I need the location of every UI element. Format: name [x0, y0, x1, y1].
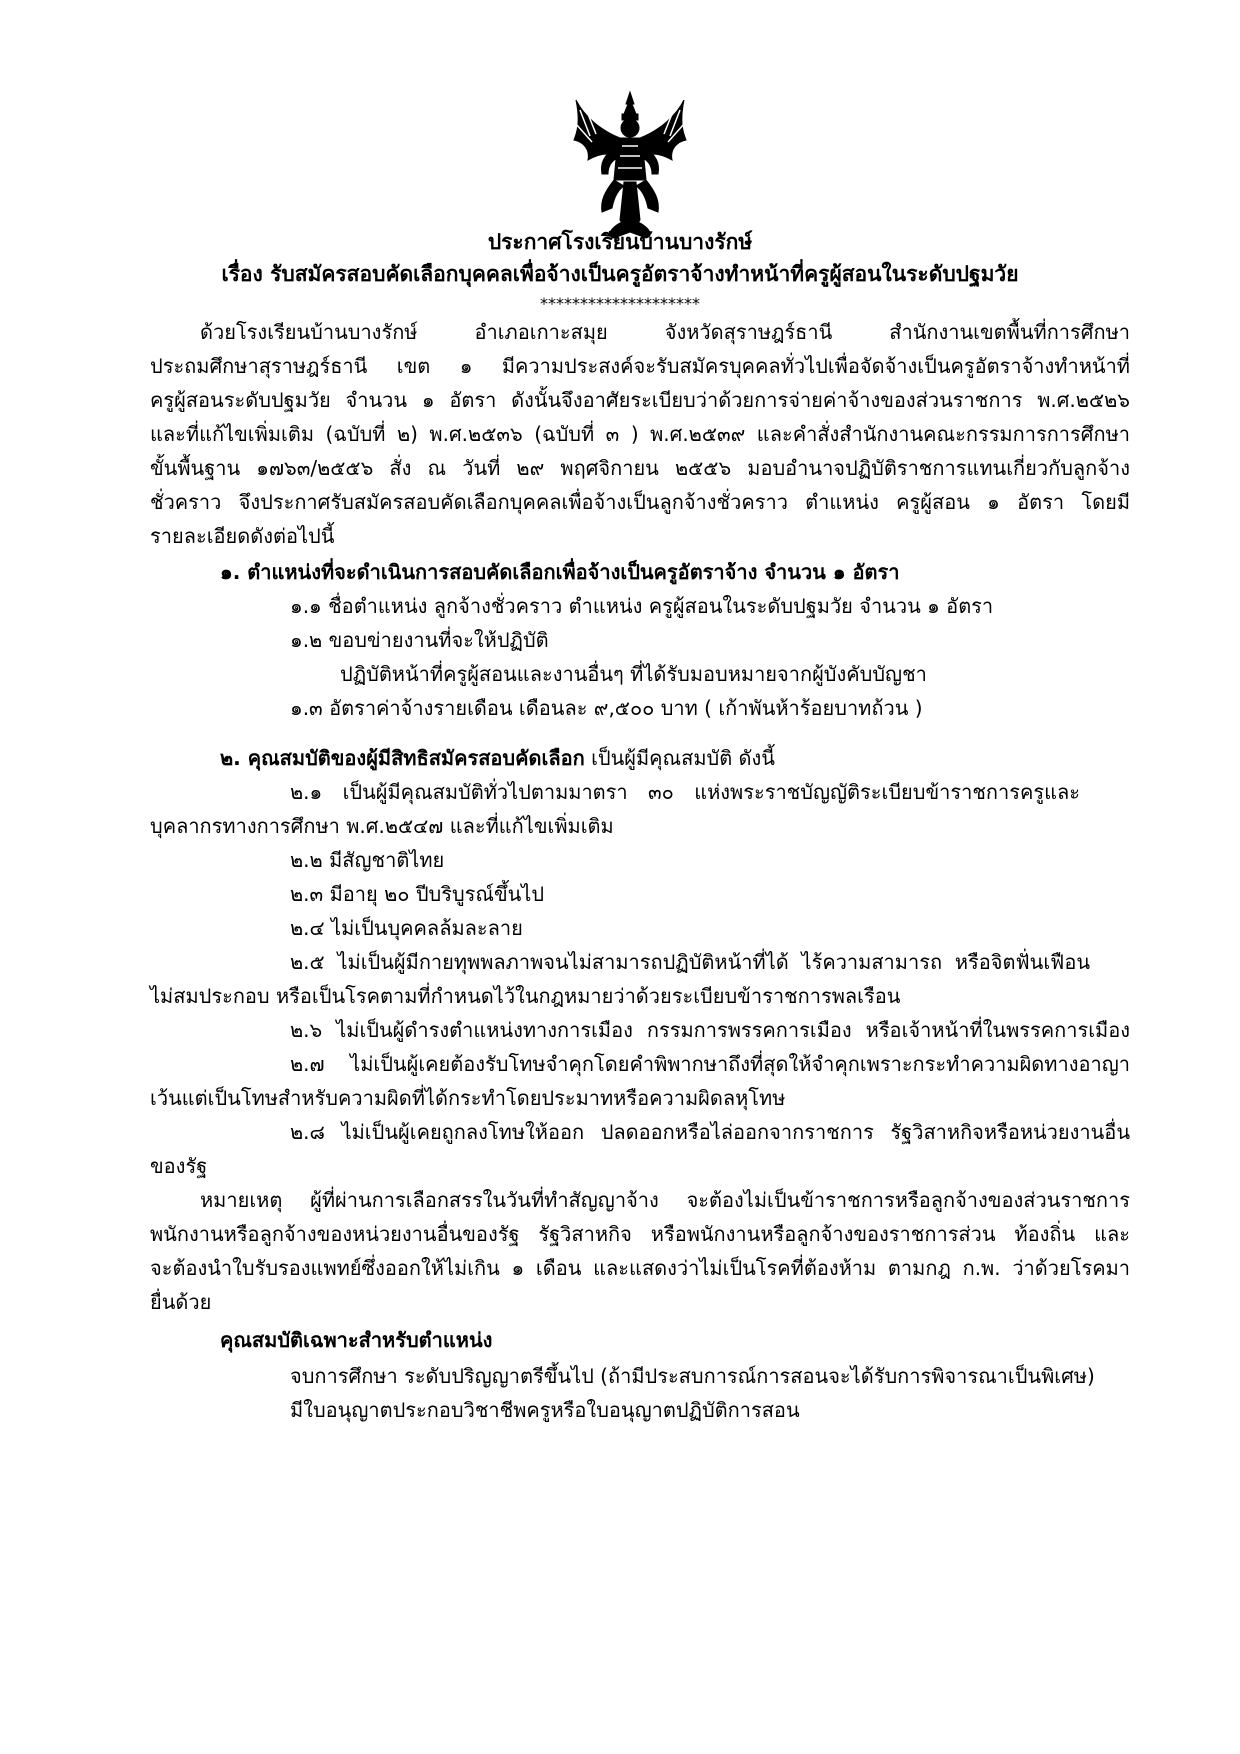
section-2-item: ๒.๔ ไม่เป็นบุคคลล้มละลาย: [290, 916, 523, 940]
section-1-heading: ๑. ตำแหน่งที่จะดำเนินการสอบคัดเลือกเพื่อจ้างเป็นครูอัตราจ้าง จำนวน ๑ อัตรา: [220, 560, 900, 584]
announcement-subject: เรื่อง รับสมัครสอบคัดเลือกบุคคลเพื่อจ้างเป็นครูอัตราจ้างทำหน้าที่ครูผู้สอนในระดับปฐมวัย: [221, 262, 1019, 286]
specific-qualification-item: จบการศึกษา ระดับปริญญาตรีขึ้นไป (ถ้ามีประสบการณ์การสอนจะได้รับการพิจารณาเป็นพิเศษ): [290, 1364, 1095, 1388]
section-1-item-detail: ปฏิบัติหน้าที่ครูผู้สอนและงานอื่นๆ ที่ได้รับมอบหมายจากผู้บังคับบัญชา: [340, 662, 927, 686]
section-2-item: ๒.๗ ไม่เป็นผู้เคยต้องรับโทษจำคุกโดยคำพิพากษาถึงที่สุดให้จำคุกเพราะกระทำความผิดทางอาญา: [290, 1052, 1130, 1076]
note-line: ยื่นด้วย: [150, 1290, 212, 1314]
section-2-item: ของรัฐ: [150, 1154, 208, 1178]
section-2-item: ๒.๕ ไม่เป็นผู้มีกายทุพพลภาพจนไม่สามารถปฏิบัติหน้าที่ได้ ไร้ความสามารถ หรือจิตฟั่นเฟือน: [290, 950, 1090, 974]
intro-line: ชั่วคราว จึงประกาศรับสมัครสอบคัดเลือกบุคคลเพื่อจ้างเป็นลูกจ้างชั่วคราว ตำแหน่ง ครูผู้สอน ๑ อัตรา โดยมี: [150, 490, 1130, 514]
intro-line: ขั้นพื้นฐาน ๑๗๖๓/๒๕๕๖ สั่ง ณ วันที่ ๒๙ พฤศจิกายน ๒๕๕๖ มอบอำนาจปฏิบัติราชการแทนเกี่ยวกับลูกจ้าง: [150, 456, 1130, 480]
section-2-heading: [220, 744, 775, 772]
intro-line: ประถมศึกษาสุราษฎร์ธานี เขต ๑ มีความประสงค์จะรับสมัครบุคคลทั่วไปเพื่อจัดจ้างเป็นครูอัตราจ้างทำหน้าที่: [150, 354, 1130, 378]
intro-line: และที่แก้ไขเพิ่มเติม (ฉบับที่ ๒) พ.ศ.๒๕๓๖ (ฉบับที่ ๓ ) พ.ศ.๒๕๓๙ และคำสั่งสำนักงานคณะกรรมการการศึกษา: [150, 422, 1130, 446]
section-1-item: ๑.๓ อัตราค่าจ้างรายเดือน เดือนละ ๙,๕๐๐ บาท ( เก้าพันห้าร้อยบาทถ้วน ): [290, 696, 923, 720]
section-2-item: ๒.๖ ไม่เป็นผู้ดำรงตำแหน่งทางการเมือง กรรมการพรรคการเมือง หรือเจ้าหน้าที่ในพรรคการเมือง: [290, 1018, 1130, 1042]
specific-qualification-item: มีใบอนุญาตประกอบวิชาชีพครูหรือใบอนุญาตปฏิบัติการสอน: [290, 1398, 800, 1422]
section-1-item: ๑.๒ ขอบข่ายงานที่จะให้ปฏิบัติ: [290, 628, 549, 652]
note-line: จะต้องนำใบรับรองแพทย์ซึ่งออกให้ไม่เกิน ๑ เดือน และแสดงว่าไม่เป็นโรคที่ต้องห้าม ตามกฎ ก.พ. ว่าด้วยโรคมา: [150, 1256, 1130, 1280]
separator-stars: ********************: [540, 294, 700, 313]
section-2-item: ๒.๓ มีอายุ ๒๐ ปีบริบูรณ์ขึ้นไป: [290, 882, 545, 906]
intro-line: ด้วยโรงเรียนบ้านบางรักษ์ อำเภอเกาะสมุย จังหวัดสุราษฎร์ธานี สำนักงานเขตพื้นที่การศึกษา: [200, 320, 1130, 344]
section-2-item: บุคลากรทางการศึกษา พ.ศ.๒๕๔๗ และที่แก้ไขเพิ่มเติม: [150, 814, 614, 838]
section-2-item: ไม่สมประกอบ หรือเป็นโรคตามที่กำหนดไว้ในกฎหมายว่าด้วยระเบียบข้าราชการพลเรือน: [150, 984, 901, 1008]
section-2-item: ๒.๒ มีสัญชาติไทย: [290, 848, 445, 872]
section-2-item: เว้นแต่เป็นโทษสำหรับความผิดที่ได้กระทำโดยประมาทหรือความผิดลหุโทษ: [150, 1086, 786, 1110]
specific-qualification-heading: คุณสมบัติเฉพาะสำหรับตำแหน่ง: [220, 1328, 493, 1352]
section-1-item: ๑.๑ ชื่อตำแหน่ง ลูกจ้างชั่วคราว ตำแหน่ง ครูผู้สอนในระดับปฐมวัย จำนวน ๑ อัตรา: [290, 594, 994, 618]
garuda-emblem-icon: [570, 90, 690, 240]
section-2-item: ๒.๑ เป็นผู้มีคุณสมบัติทั่วไปตามมาตรา ๓๐ แห่งพระราชบัญญัติระเบียบข้าราชการครูและ: [290, 780, 1080, 804]
section-2-heading-bold: ๒. คุณสมบัติของผู้มีสิทธิสมัครสอบคัดเลือก: [220, 746, 585, 770]
section-2-heading-rest: เป็นผู้มีคุณสมบัติ ดังนี้: [584, 746, 775, 770]
intro-line: ครูผู้สอนระดับปฐมวัย จำนวน ๑ อัตรา ดังนั้นจึงอาศัยระเบียบว่าด้วยการจ่ายค่าจ้างของส่วนราชการ พ.ศ.๒๕๒๖: [150, 388, 1130, 412]
intro-line: รายละเอียดดังต่อไปนี้: [150, 524, 335, 548]
note-line: พนักงานหรือลูกจ้างของหน่วยงานอื่นของรัฐ รัฐวิสาหกิจ หรือพนักงานหรือลูกจ้างของราชการส่วน ท้องถิ่น และ: [150, 1222, 1130, 1246]
announcement-title: ประกาศโรงเรียนบ้านบางรักษ์: [487, 230, 753, 254]
section-2-item: ๒.๘ ไม่เป็นผู้เคยถูกลงโทษให้ออก ปลดออกหรือไล่ออกจากราชการ รัฐวิสาหกิจหรือหน่วยงานอื่น: [290, 1120, 1130, 1144]
note-line: หมายเหตุ ผู้ที่ผ่านการเลือกสรรในวันที่ทำสัญญาจ้าง จะต้องไม่เป็นข้าราชการหรือลูกจ้างของส่วนราชการ: [200, 1188, 1130, 1212]
